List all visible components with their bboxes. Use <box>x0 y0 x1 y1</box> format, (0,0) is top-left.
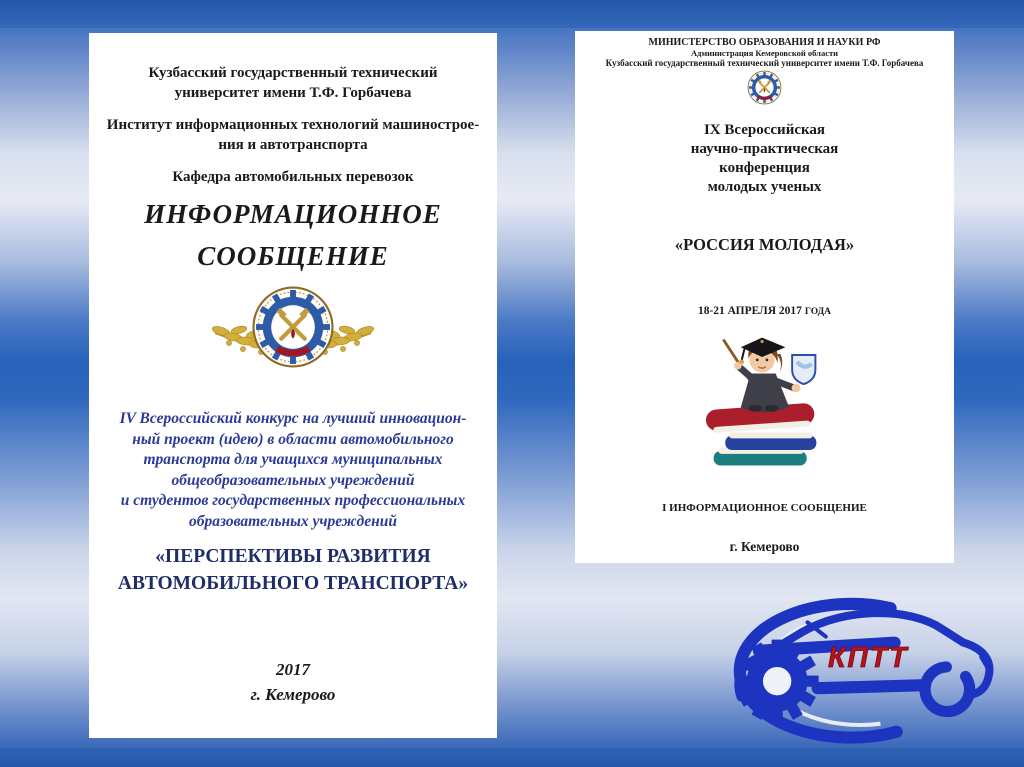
right-cover-page <box>575 31 954 563</box>
top-border-bar <box>0 0 1024 28</box>
left-page-title: ИНФОРМАЦИОННОЕ СООБЩЕНИЕ <box>144 199 442 271</box>
right-conference-title: IX Всероссийская научно-практическая конференция молодых ученых <box>690 122 839 195</box>
university-emblem-with-laurel-icon <box>89 283 497 397</box>
university-emblem-icon <box>575 70 954 106</box>
right-administration-line: Администрация Кемеровской области <box>690 48 839 58</box>
left-university-name: Кузбасский государственный технический университет имени Т.Ф. Горбачева <box>148 65 438 101</box>
right-ministry-line: МИНИСТЕРСТВО ОБРАЗОВАНИЯ И НАУКИ РФ <box>648 37 881 48</box>
left-year-city <box>89 657 497 707</box>
left-year: 2017 <box>276 660 310 679</box>
left-cover-page <box>89 33 497 738</box>
right-conference-name: «РОССИЯ МОЛОДАЯ» <box>674 235 855 254</box>
right-city: г. Кемерово <box>729 539 800 554</box>
left-city: г. Кемерово <box>250 685 336 704</box>
kptt-logo-text: КПТТ <box>827 641 909 674</box>
bottom-border-bar <box>0 748 1024 767</box>
right-university-line: Кузбасский государственный технический университет имени Т.Ф. Горбачева <box>605 58 924 68</box>
kptt-car-logo-icon <box>688 594 1002 746</box>
left-theme-title: «ПЕРСПЕКТИВЫ РАЗВИТИЯ АВТОМОБИЛЬНОГО ТРАНСПОРТА» <box>117 546 469 594</box>
right-bulletin-line: I ИНФОРМАЦИОННОЕ СООБЩЕНИЕ <box>662 502 867 514</box>
left-department-name: Кафедра автомобильных перевозок <box>172 169 414 185</box>
right-conference-dates: 18-21 АПРЕЛЯ 2017 ГОДА <box>697 305 832 317</box>
left-contest-text: IV Всероссийский конкурс на лучший инновацион- ный проект (идею) в области автомобильного транспорта для учащихся муниципальных общеобразовательных учреждений и студентов государственных профессиональных образовательных учреждений <box>119 410 467 530</box>
left-institute-name: Институт информационных технологий машинострое- ния и автотранспорта <box>106 117 480 153</box>
graduate-on-books-icon <box>575 327 954 479</box>
